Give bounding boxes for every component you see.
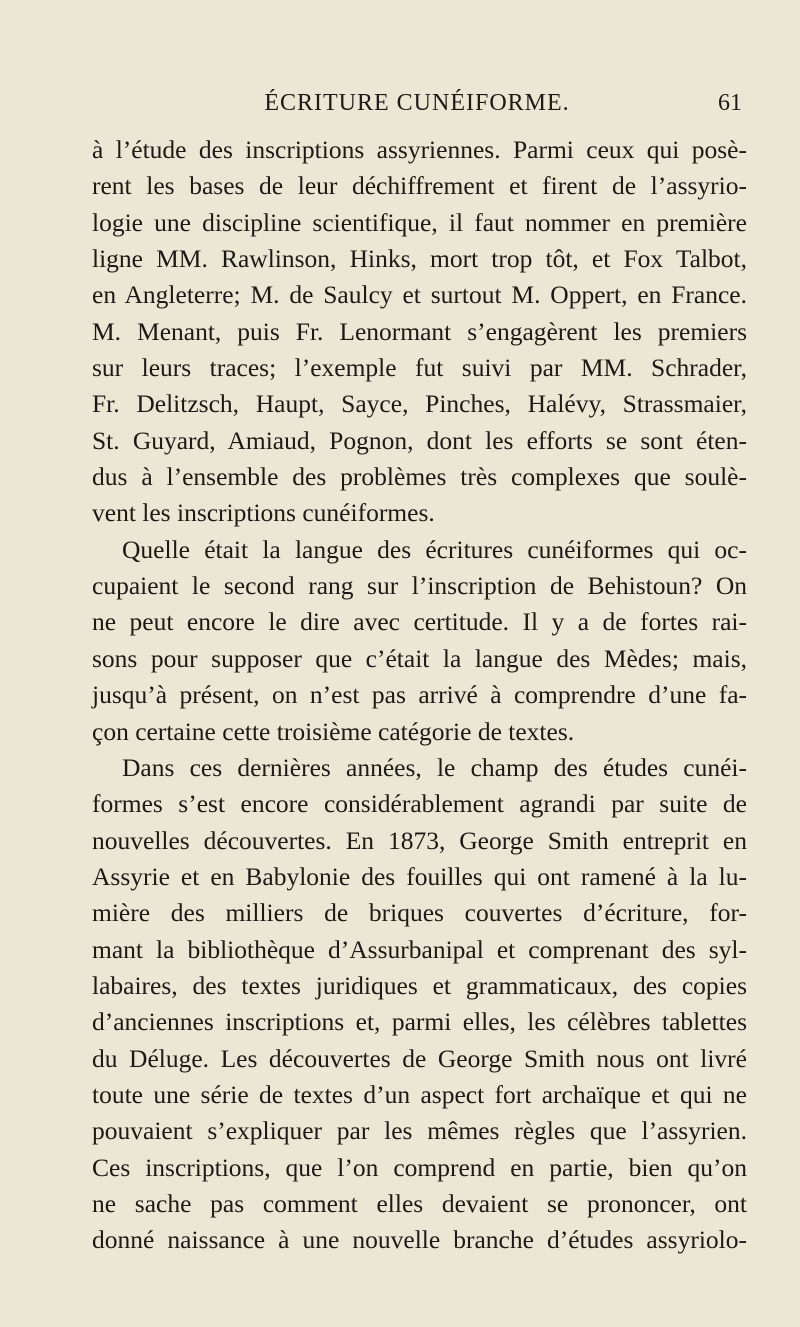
text-line: Assyrie et en Babylonie des fouilles qui ont ramené à la lu- bbox=[92, 861, 747, 891]
text-line: mière des milliers de briques couvertes d’écriture, for- bbox=[92, 898, 747, 928]
page-number: 61 bbox=[718, 90, 742, 116]
text-line: mant la bibliothèque d’Assurbanipal et comprenant des syl- bbox=[92, 934, 747, 964]
text-line: pouvaient s’expliquer par les mêmes règles que l’assyrien. bbox=[92, 1116, 747, 1146]
text-line: formes s’est encore considérablement agrandi par suite de bbox=[92, 789, 747, 819]
text-line: en Angleterre; M. de Saulcy et surtout M. Oppert, en France. bbox=[92, 280, 747, 310]
text-line: du Déluge. Les découvertes de George Smith nous ont livré bbox=[92, 1043, 747, 1073]
text-line: Dans ces dernières années, le champ des études cunéi- bbox=[122, 752, 747, 782]
text-line: çon certaine cette troisième catégorie de textes. bbox=[92, 716, 575, 746]
text-line: dus à l’ensemble des problèmes très complexes que soulè- bbox=[92, 462, 747, 492]
text-line: cupaient le second rang sur l’inscription de Behistoun? On bbox=[92, 571, 747, 601]
text-line: d’anciennes inscriptions et, parmi elles, les célèbres tablettes bbox=[92, 1007, 747, 1037]
text-line: ne sache pas comment elles devaient se prononcer, ont bbox=[92, 1188, 747, 1218]
text-line: St. Guyard, Amiaud, Pognon, dont les efforts se sont éten- bbox=[92, 425, 747, 455]
text-line: logie une discipline scientifique, il faut nommer en première bbox=[92, 207, 747, 237]
running-head bbox=[92, 86, 742, 120]
text-line: ligne MM. Rawlinson, Hinks, mort trop tôt, et Fox Talbot, bbox=[92, 244, 747, 274]
text-line: labaires, des textes juridiques et grammaticaux, des copies bbox=[92, 970, 747, 1000]
text-line: donné naissance à une nouvelle branche d’études assyriolo- bbox=[92, 1225, 747, 1255]
text-line: M. Menant, puis Fr. Lenormant s’engagèrent les premiers bbox=[92, 316, 747, 346]
text-line: jusqu’à présent, on n’est pas arrivé à comprendre d’une fa- bbox=[92, 680, 747, 710]
text-line: sur leurs traces; l’exemple fut suivi par MM. Schrader, bbox=[92, 353, 747, 383]
text-line: sons pour supposer que c’était la langue des Mèdes; mais, bbox=[92, 643, 747, 673]
text-line: vent les inscriptions cunéiformes. bbox=[92, 498, 435, 528]
text-line: Fr. Delitzsch, Haupt, Sayce, Pinches, Halévy, Strassmaier, bbox=[92, 389, 747, 419]
text-line: rent les bases de leur déchiffrement et firent de l’assyrio- bbox=[92, 171, 747, 201]
text-line: toute une série de textes d’un aspect fort archaïque et qui ne bbox=[92, 1079, 747, 1109]
text-line: ne peut encore le dire avec certitude. Il y a de fortes rai- bbox=[92, 607, 747, 637]
text-line: nouvelles découvertes. En 1873, George Smith entreprit en bbox=[92, 825, 747, 855]
text-line: Quelle était la langue des écritures cunéiformes qui oc- bbox=[122, 534, 747, 564]
text-line: Ces inscriptions, que l’on comprend en partie, bien qu’on bbox=[92, 1152, 747, 1182]
body-text bbox=[92, 132, 747, 1259]
text-line: à l’étude des inscriptions assyriennes. Parmi ceux qui posè- bbox=[92, 135, 747, 164]
running-title: ÉCRITURE CUNÉIFORME. bbox=[264, 90, 570, 116]
